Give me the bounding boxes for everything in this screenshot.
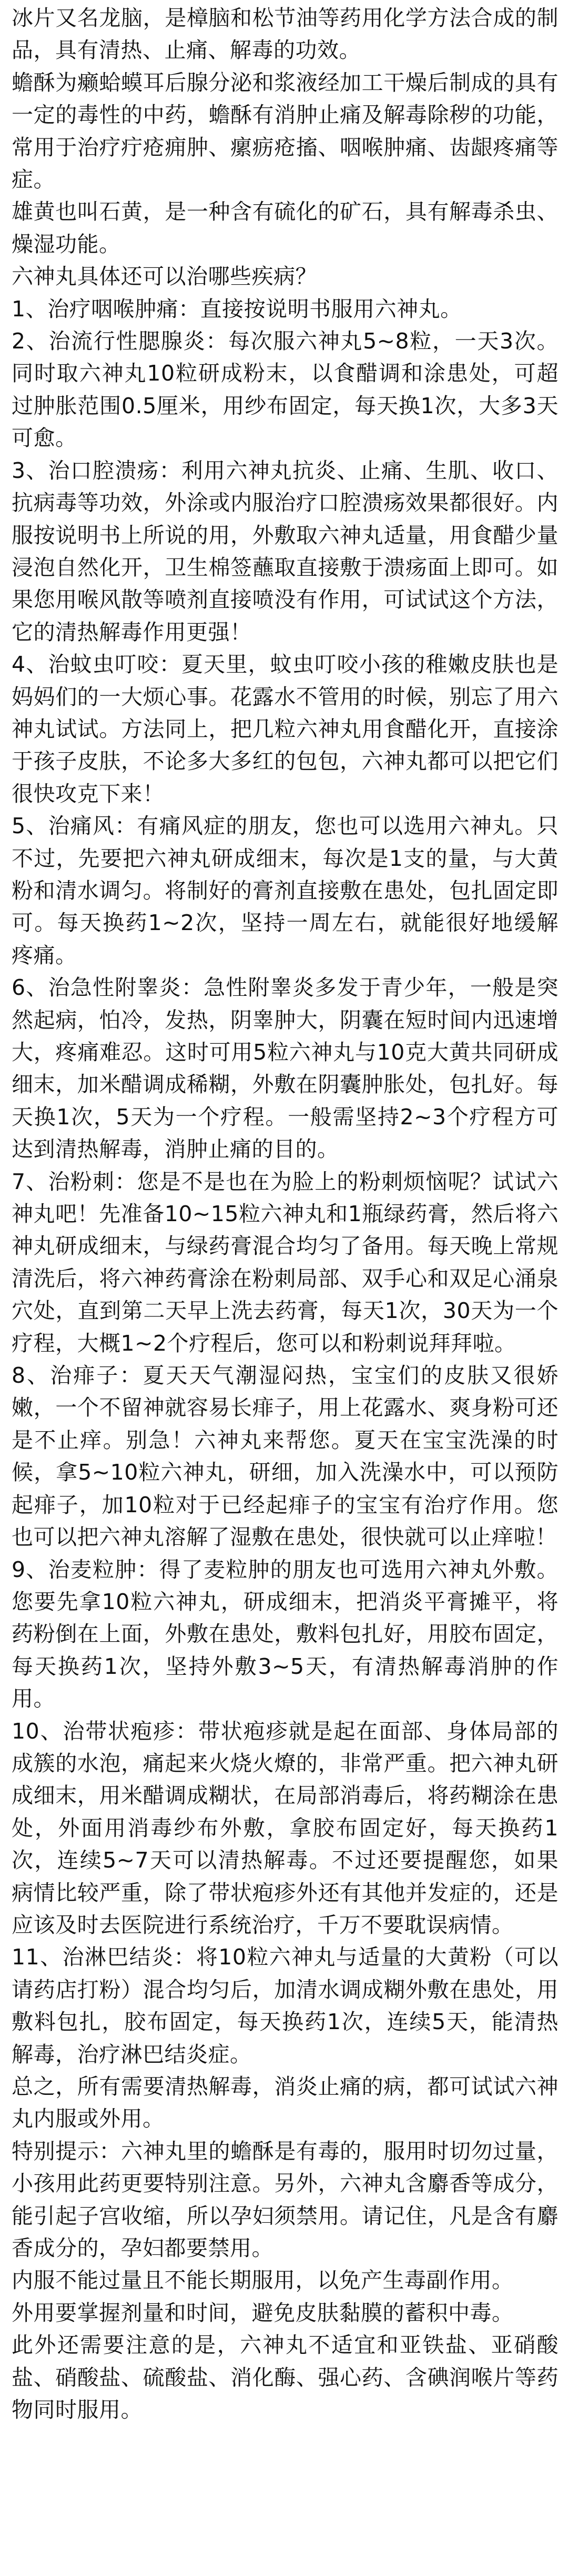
paragraph-realgar: 雄黄也叫石黄，是一种含有硫化的矿石，具有解毒杀虫、燥湿功能。 [12,199,559,257]
list-item-9: 9、治麦粒肿：得了麦粒肿的朋友也可选用六神丸外敷。您要先拿10粒六神丸，研成细末，把消炎平膏摊平，将药粉倒在上面，外敷在患处，敷料包扎好，用胶布固定，每天换药1次，坚持外敷3~5天，有清热解毒消肿的作用。 [12,1556,559,1712]
paragraph-external-use-warning: 外用要掌握剂量和时间，避免皮肤黏膜的蓄积中毒。 [12,2300,514,2325]
list-item-7: 7、治粉刺：您是不是也在为脸上的粉刺烦恼呢？试试六神丸吧！先准备10~15粒六神丸和1瓶绿药膏，然后将六神丸研成细末，与绿药膏混合均匀了备用。每天晚上常规清洗后，将六神药膏涂在粉刺局部、双手心和双足心涌泉穴处，直到第二天早上洗去药膏，每天1次，30天为一个疗程，大概1~2个疗程后，您可以和粉刺说拜拜啦。 [12,1169,559,1356]
list-item-11: 11、治淋巴结炎：将10粒六神丸与适量的大黄粉（可以请药店打粉）混合均匀后，加清水调成糊外敷在患处，用敷料包扎，胶布固定，每天换药1次，连续5天，能清热解毒，治疗淋巴结炎症。 [12,1944,559,2067]
list-item-8: 8、治痱子：夏天天气潮湿闷热，宝宝们的皮肤又很娇嫩，一个不留神就容易长痱子，用上花露水、爽身粉可还是不止痒。别急！六神丸来帮您。夏天在宝宝洗澡的时候，拿5~10粒六神丸，研细，加入洗澡水中，可以预防起痱子，加10粒对于已经起痱子的宝宝有治疗作用。您也可以把六神丸溶解了湿敷在患处，很快就可以止痒啦！ [12,1363,559,1550]
section-question: 六神丸具体还可以治哪些疾病？ [12,264,317,289]
list-item-1: 1、治疗咽喉肿痛：直接按说明书服用六神丸。 [12,296,462,322]
paragraph-special-notice: 特别提示：六神丸里的蟾酥是有毒的，服用时切勿过量，小孩用此药更要特别注意。另外，六神丸含麝香等成分，能引起子宫收缩，所以孕妇须禁用。请记住，凡是含有麝香成分的，孕妇都要禁用。 [12,2138,559,2261]
paragraph-drug-interaction: 此外还需要注意的是，六神丸不适宜和亚铁盐、亚硝酸盐、硝酸盐、硫酸盐、消化酶、强心药、含碘润喉片等药物同时服用。 [12,2332,559,2423]
list-item-5: 5、治痛风：有痛风症的朋友，您也可以选用六神丸。只不过，先要把六神丸研成细末，每次是1支的量，与大黄粉和清水调匀。将制好的膏剂直接敷在患处，包扎固定即可。每天换药1~2次，坚持一周左右，就能很好地缓解疼痛。 [12,813,559,968]
list-item-2: 2、治流行性腮腺炎：每次服六神丸5~8粒，一天3次。同时取六神丸10粒研成粉末，以食醋调和涂患处，可超过肿胀范围0.5厘米，用纱布固定，每天换1次，大多3天可愈。 [12,328,559,451]
paragraph-borneol: 冰片又名龙脑，是樟脑和松节油等药用化学方法合成的制品，具有清热、止痛、解毒的功效。 [12,5,559,63]
list-item-4: 4、治蚊虫叮咬：夏天里，蚊虫叮咬小孩的稚嫩皮肤也是妈妈们的一大烦心事。花露水不管用的时候，别忘了用六神丸试试。方法同上，把几粒六神丸用食醋化开，直接涂于孩子皮肤，不论多大多红的包包，六神丸都可以把它们很快攻克下来！ [12,652,559,806]
list-item-6: 6、治急性附睾炎：急性附睾炎多发于青少年，一般是突然起病，怕冷，发热，阴睾肿大，阴囊在短时间内迅速增大，疼痛难忍。这时可用5粒六神丸与10克大黄共同研成细末，加米醋调成稀糊，外敷在阴囊肿胀处，包扎好。每天换1次，5天为一个疗程。一般需坚持2~3个疗程方可达到清热解毒，消肿止痛的目的。 [12,975,559,1162]
list-item-3: 3、治口腔溃疡：利用六神丸抗炎、止痛、生肌、收口、抗病毒等功效，外涂或内服治疗口腔溃疡效果都很好。内服按说明书上所说的用，外敷取六神丸适量，用食醋少量浸泡自然化开，卫生棉签蘸取直接敷于溃疡面上即可。如果您用喉风散等喷剂直接喷没有作用，可试试这个方法，它的清热解毒作用更强！ [12,457,559,645]
paragraph-summary: 总之，所有需要清热解毒，消炎止痛的病，都可试试六神丸内服或外用。 [12,2074,559,2132]
paragraph-dosage-warning: 内服不能过量且不能长期服用，以免产生毒副作用。 [12,2268,514,2293]
list-item-10: 10、治带状疱疹：带状疱疹就是起在面部、身体局部的成簇的水泡，痛起来火烧火燎的，非常严重。把六神丸研成细末，用米醋调成糊状，在局部消毒后，将药糊涂在患处，外面用消毒纱布外敷，拿胶布固定好，每天换药1次，连续5~7天可以清热解毒。不过还要提醒您，如果病情比较严重，除了带状疱疹外还有其他并发症的，还是应该及时去医院进行系统治疗，千万不要耽误病情。 [12,1718,559,1938]
paragraph-toad-venom: 蟾酥为癞蛤蟆耳后腺分泌和浆液经加工干燥后制成的具有一定的毒性的中药，蟾酥有消肿止痛及解毒除秽的功能，常用于治疗疔疮痈肿、瘰疬疮搐、咽喉肿痛、齿龈疼痛等症。 [12,69,559,193]
